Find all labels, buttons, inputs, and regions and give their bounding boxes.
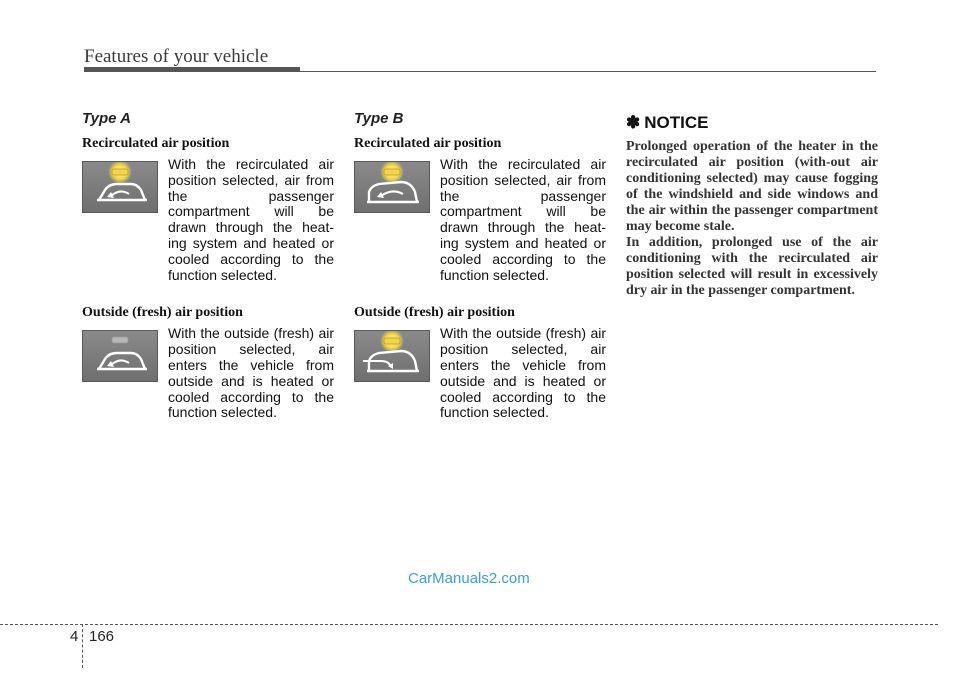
- type-b-outside-section: [354, 305, 606, 421]
- outside-air-icon: [354, 330, 430, 382]
- outside-air-icon: [82, 330, 158, 382]
- chapter-number: 4: [70, 628, 79, 645]
- type-a-outside-text: With the outside (fresh) air position selected, air enters the vehicle from outside and is heated or cooled according to the function selected.: [168, 325, 334, 421]
- notice-text: Prolonged operation of the heater in the recirculated air position (with-out air conditioning selected) may cause fogging of the windshield and side windows and the air within the passenger compartment may become stale.: [626, 139, 878, 234]
- page-header-title: Features of your vehicle: [84, 46, 269, 67]
- header-rule-thin: [300, 71, 876, 72]
- notice-text-2: In addition, prolonged use of the air conditioning with the recirculated air position selected will result in excessively dry air in the passenger compartment.: [626, 235, 878, 298]
- watermark-link[interactable]: CarManuals2.com: [408, 570, 530, 587]
- type-a-recirculated-section: [82, 136, 334, 283]
- type-a-outside-section: [82, 305, 334, 421]
- type-b-outside-text: With the outside (fresh) air position selected, air enters the vehicle from outside and is heated or cooled according to the function selected.: [440, 325, 606, 421]
- notice-star-icon: ✽: [626, 113, 641, 132]
- type-b-outside-heading: Outside (fresh) air position: [354, 305, 515, 321]
- type-a-recirculated-heading: Recirculated air position: [82, 136, 230, 151]
- header-rule-thick: [84, 67, 300, 72]
- notice-title-text: NOTICE: [644, 113, 709, 132]
- type-b-recirculated-section: [354, 136, 606, 283]
- footer-rule: [0, 624, 938, 625]
- footer-divider: [82, 624, 83, 668]
- page-number: 166: [89, 628, 115, 645]
- type-a-column: [82, 110, 334, 421]
- notice-column: [626, 110, 878, 299]
- type-a-label: Type A: [82, 110, 131, 127]
- type-b-label: Type B: [354, 110, 404, 127]
- recirculated-air-icon: [354, 161, 430, 213]
- type-b-recirculated-text: With the recirculated air position selected, air from the passenger compartment will be drawn through the heat-ing system and heated or cooled according to the function selected.: [440, 156, 606, 283]
- type-a-recirculated-text: With the recirculated air position selected, air from the passenger compartment will be drawn through the heat-ing system and heated or cooled according to the function selected.: [168, 156, 334, 283]
- type-b-column: [354, 110, 606, 421]
- type-b-recirculated-heading: Recirculated air position: [354, 136, 502, 151]
- notice-title: [626, 113, 878, 133]
- type-a-outside-heading: Outside (fresh) air position: [82, 305, 243, 321]
- recirculated-air-icon: [82, 161, 158, 213]
